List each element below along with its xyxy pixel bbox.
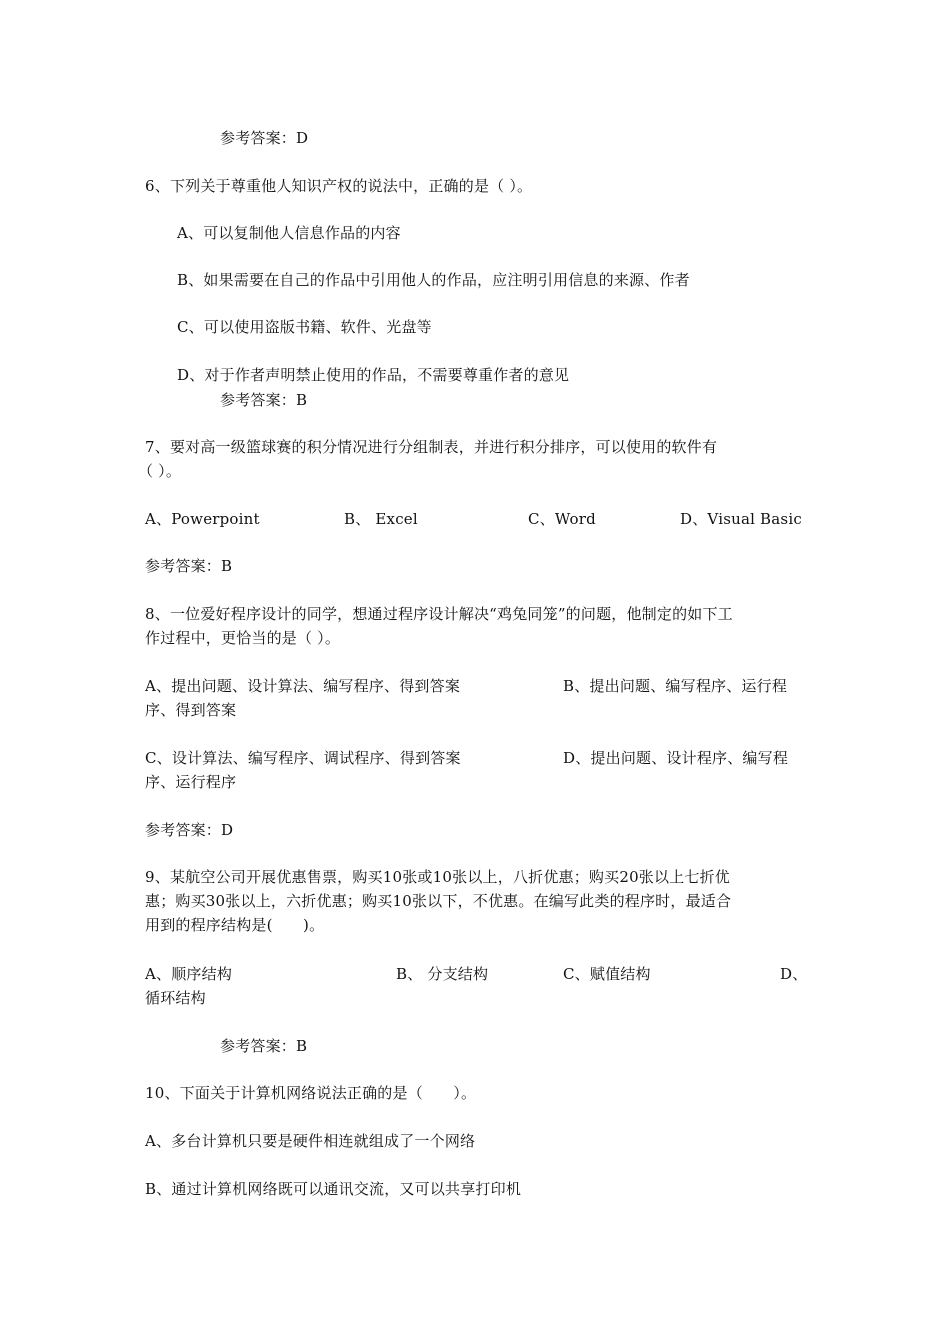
q8-question-line-1: 8、一位爱好程序设计的同学，想通过程序设计解决“鸡兔同笼”的问题，他制定的如下工 xyxy=(145,605,733,623)
q10-option-b: B、通过计算机网络既可以通讯交流，又可以共享打印机 xyxy=(145,1180,522,1198)
q8-option-c: C、设计算法、编写程序、调试程序、得到答案 xyxy=(145,749,461,767)
q8-option-d-cont: 序、运行程序 xyxy=(145,773,237,791)
q6-option-d: D、对于作者声明禁止使用的作品，不需要尊重作者的意见 xyxy=(177,366,570,384)
q9-question-line-3: 用到的程序结构是( )。 xyxy=(145,916,325,934)
q5-answer: 参考答案：D xyxy=(220,129,309,147)
q8-option-b: B、提出问题、编写程序、运行程 xyxy=(563,677,788,695)
q9-answer: 参考答案：B xyxy=(220,1037,308,1055)
q6-option-a: A、可以复制他人信息作品的内容 xyxy=(177,224,401,242)
q8-option-d: D、提出问题、设计程序、编写程 xyxy=(563,749,789,767)
q10-question: 10、下面关于计算机网络说法正确的是（ ）。 xyxy=(145,1084,477,1102)
q8-option-a: A、提出问题、设计算法、编写程序、得到答案 xyxy=(145,677,461,695)
q6-option-c: C、可以使用盗版书籍、软件、光盘等 xyxy=(177,318,432,336)
q9-option-a: A、顺序结构 xyxy=(145,965,233,983)
q8-question-line-2: 作过程中，更恰当的是（ ）。 xyxy=(145,629,341,647)
q9-question-line-2: 惠；购买30张以上，六折优惠；购买10张以下，不优惠。在编写此类的程序时，最适合 xyxy=(145,892,732,910)
q7-question-line-2: （ ）。 xyxy=(138,462,182,480)
q8-answer: 参考答案：D xyxy=(145,821,234,839)
q7-option-c: C、Word xyxy=(528,510,596,528)
q8-option-b-cont: 序、得到答案 xyxy=(145,701,237,719)
q7-option-d: D、Visual Basic xyxy=(680,510,802,528)
q6-answer: 参考答案：B xyxy=(220,391,308,409)
q7-answer: 参考答案：B xyxy=(145,557,233,575)
q6-option-b: B、如果需要在自己的作品中引用他人的作品，应注明引用信息的来源、作者 xyxy=(177,271,690,289)
q9-option-d-cont: 循环结构 xyxy=(145,989,206,1007)
q9-option-d: D、 xyxy=(780,965,808,983)
q10-option-a: A、多台计算机只要是硬件相连就组成了一个网络 xyxy=(145,1132,476,1150)
q7-option-b: B、 Excel xyxy=(344,510,418,528)
q7-option-a: A、Powerpoint xyxy=(145,510,260,528)
q7-question-line-1: 7、要对高一级篮球赛的积分情况进行分组制表，并进行积分排序，可以使用的软件有 xyxy=(145,438,718,456)
q9-question-line-1: 9、某航空公司开展优惠售票，购买10张或10张以上，八折优惠；购买20张以上七折优 xyxy=(145,868,731,886)
q6-question: 6、下列关于尊重他人知识产权的说法中，正确的是（ ）。 xyxy=(145,177,533,195)
q9-option-c: C、赋值结构 xyxy=(563,965,651,983)
q9-option-b: B、 分支结构 xyxy=(396,965,489,983)
